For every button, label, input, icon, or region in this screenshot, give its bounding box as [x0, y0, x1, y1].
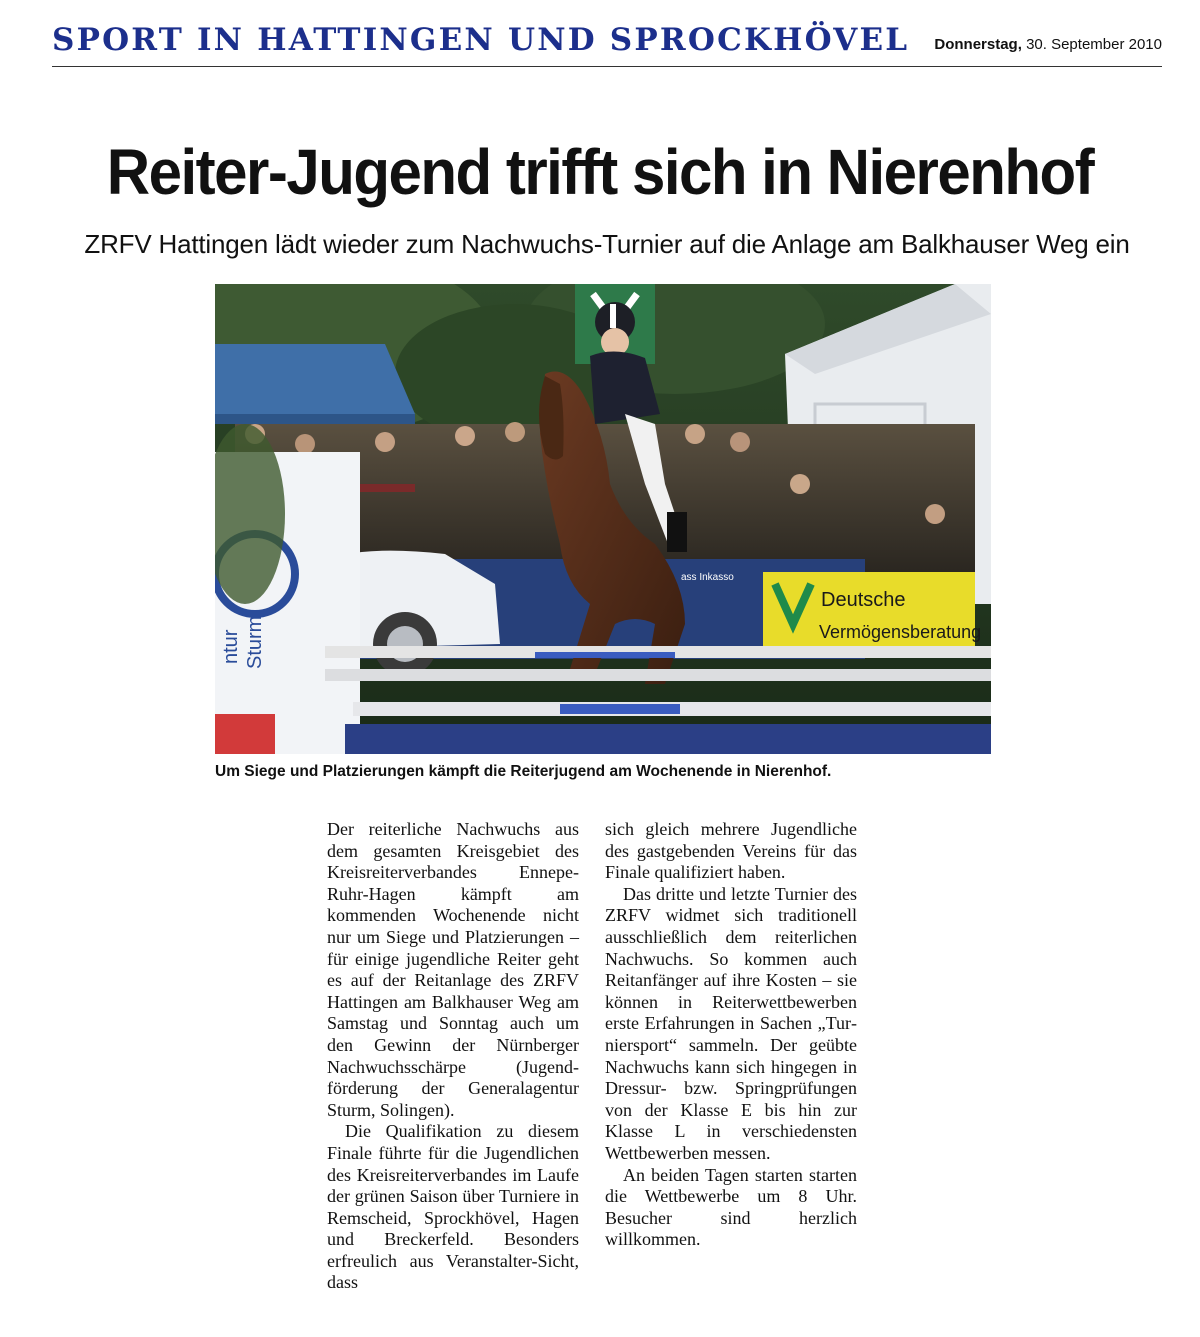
article-headline: Reiter-Jugend trifft sich in Nierenhof [106, 136, 1094, 209]
photo-caption: Um Siege und Platzierungen kämpft die Reiterjugend am Wochenende in Nierenhof. [215, 763, 832, 780]
dateline [934, 36, 1162, 53]
date: 30. September 2010 [1026, 36, 1162, 53]
banner-line-2: Vermögensberatung [819, 622, 982, 642]
weekday: Donnerstag, [934, 36, 1022, 53]
jump-pole-2 [325, 669, 991, 681]
show-jumping-photo [215, 284, 991, 754]
paragraph-3: Das dritte und letzte Turnier des ZRFV widmet sich traditionell ausschließlich dem reiterlichen Nachwuchs. So kommen auch Reitanfänger auf ihre Kosten – sie können in Reiterwettbewerben erste Erfahrungen in Sachen „Turniersport“ sammeln. Der geübte Nachwuchs kann sich hingegen in Dressur- bzw. Springprüfungen von der Klasse E bis hin zur Klasse L in verschiedensten Wettbewerben messen. [605, 883, 857, 1163]
paragraph-1: Der reiterliche Nachwuchs aus dem gesamten Kreisgebiet des Kreisreiterverbandes Ennepe-Ruhr-Hagen kämpft am kommenden Wochenende nicht nur um Siege und Platzierungen – für einige jugendliche Reiter geht es auf der Reitanlage des ZRFV Hattingen am Balkhauser Weg am Samstag und Sonntag auch um den Gewinn der Nürnberger Nachwuchsschärpe (Jugendförderung der Generalagentur Sturm, Solingen). [327, 819, 579, 1120]
article-subheadline: ZRFV Hattingen lädt wieder zum Nachwuchs-Turnier auf die Anlage am Balkhauser Weg ein [84, 229, 1130, 259]
section-title: SPORT IN HATTINGEN UND SPROCKHÖVEL [52, 22, 910, 58]
article-photo [215, 284, 991, 754]
board-left-text-2: Sturm [244, 615, 266, 669]
text-column-left [327, 819, 579, 1294]
masthead [52, 18, 1162, 67]
paragraph-4: An beiden Tagen starten starten die Wettbewerbe um 8 Uhr. Besucher sind herzlich willkommen. [605, 1164, 857, 1250]
paragraph-2-part-1: Die Qualifikation zu diesem Finale führte für die Jugendlichen des Kreisreiterverbandes im Laufe der grünen Saison über Turniere in Remscheid, Sprockhövel, Hagen und Breckerfeld. Besonders erfreulich aus Veranstalter-Sicht, dass [327, 1121, 579, 1293]
board-left-text: ntur [220, 629, 242, 664]
board-small-text: ass Inkasso [681, 572, 734, 583]
paragraph-2-part-2: sich gleich mehrere Jugendliche des gastgebenden Vereins für das Finale qualifiziert haben. [605, 819, 857, 883]
text-column-right [605, 819, 857, 1251]
banner-line-1: Deutsche [821, 589, 906, 611]
blue-tent [215, 344, 415, 414]
